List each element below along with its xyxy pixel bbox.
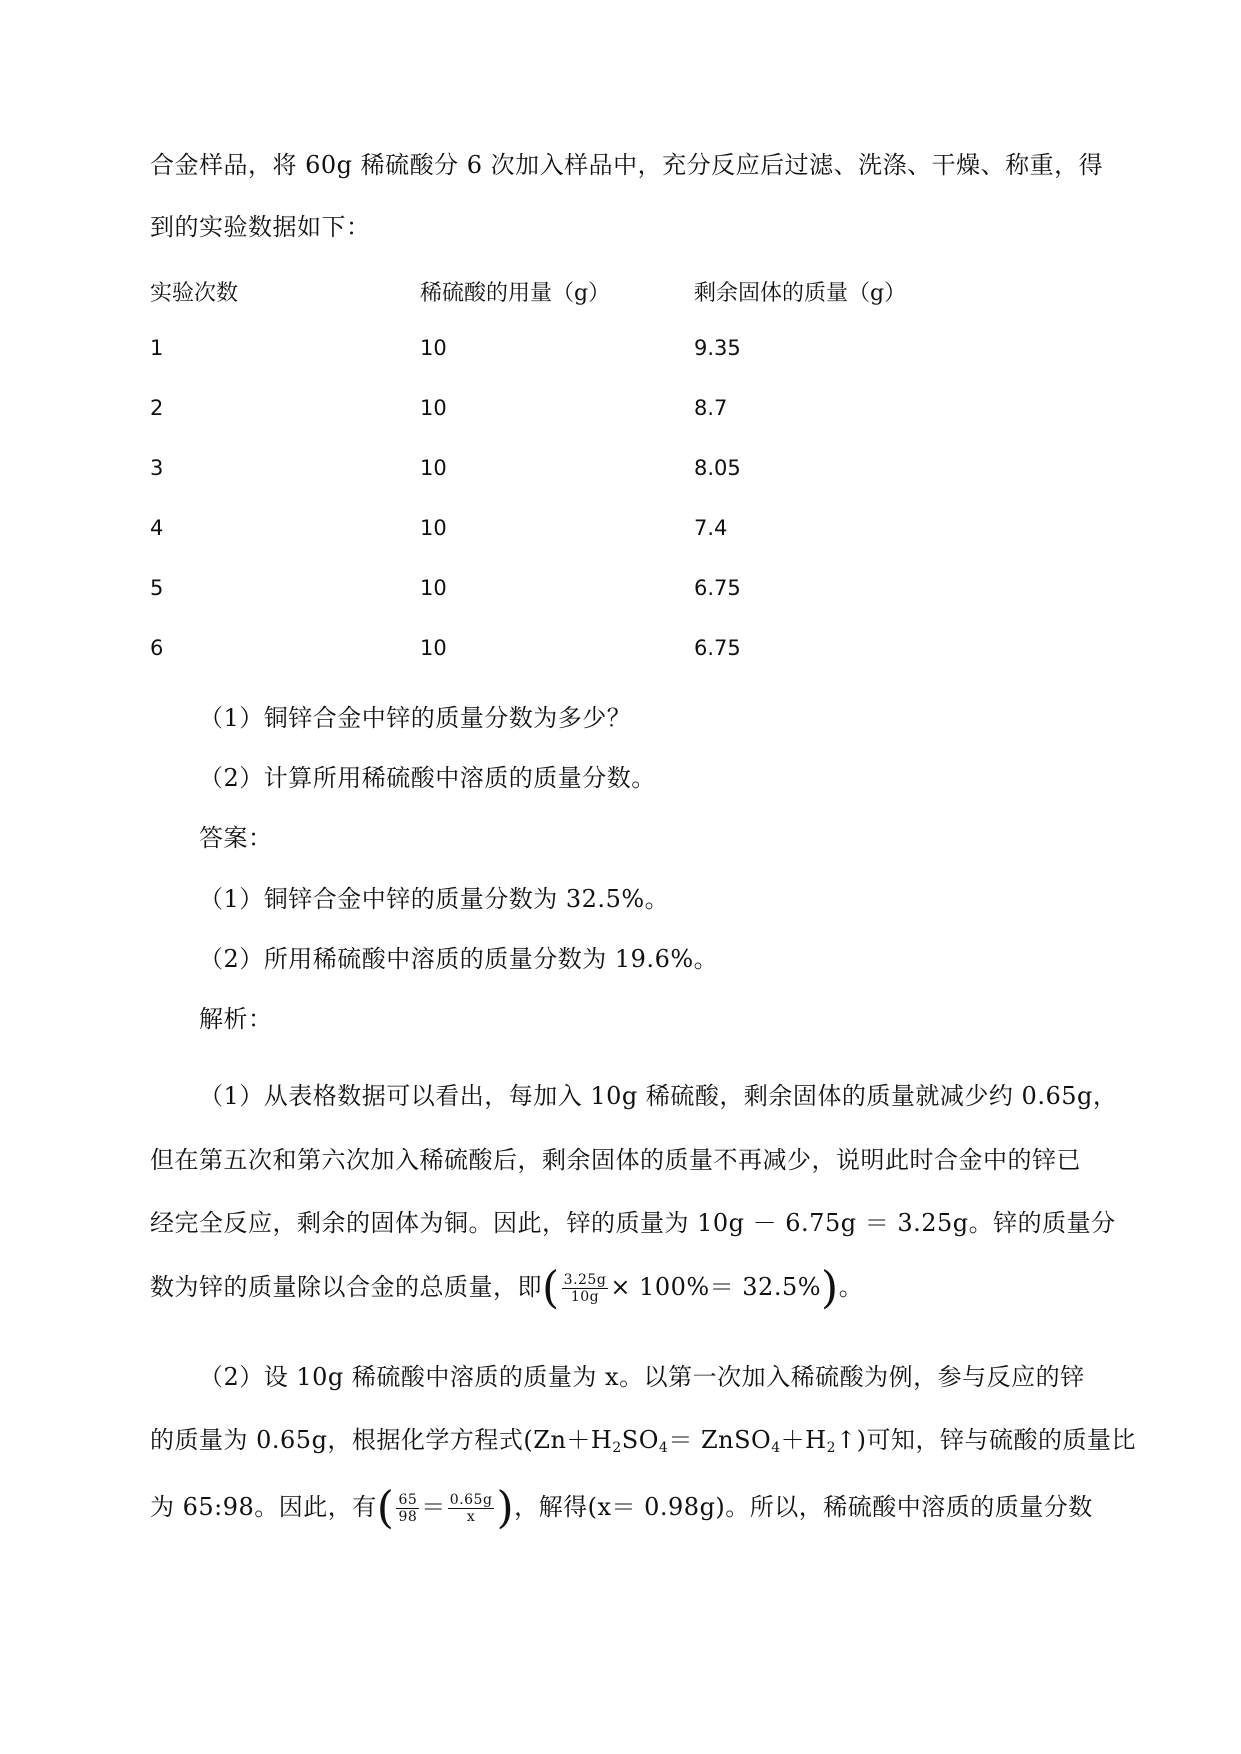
cell-mass: 9.35 <box>694 336 741 360</box>
table-header <box>150 276 970 306</box>
cell-mass: 8.05 <box>694 456 741 480</box>
intro-line-1: 合金样品，将 60g 稀硫酸分 6 次加入样品中，充分反应后过滤、洗涤、干燥、称重，得 <box>150 151 1104 179</box>
fraction-mass-ratio <box>396 1492 419 1525</box>
p2-mid1: SO <box>621 1426 659 1454</box>
subscript: 2 <box>826 1440 836 1456</box>
question-1: （1）铜锌合金中锌的质量分数为多少？ <box>199 704 632 732</box>
cell-trial: 6 <box>150 636 164 660</box>
p2-line3-post: ，解得(x＝ 0.98g)。所以，稀硫酸中溶质的质量分数 <box>514 1493 1093 1521</box>
right-paren: ) <box>821 1262 839 1314</box>
p2-mid3: ＋H <box>780 1426 827 1454</box>
analysis-p1-line4 <box>150 1262 864 1314</box>
fraction-denominator: 10g <box>570 1289 600 1305</box>
fraction-x-ratio <box>448 1492 495 1525</box>
intro-line-2: 到的实验数据如下： <box>150 213 371 241</box>
answer-label: 答案： <box>199 824 273 852</box>
table-row <box>150 636 970 666</box>
cell-trial: 3 <box>150 456 164 480</box>
answer-1: （1）铜锌合金中锌的质量分数为 32.5%。 <box>199 885 670 913</box>
cell-trial: 2 <box>150 396 164 420</box>
analysis-p2-line2 <box>150 1425 1136 1463</box>
p2-line3-pre: 为 65:98。因此，有 <box>150 1493 377 1521</box>
analysis-label: 解析： <box>199 1005 273 1033</box>
fraction-numerator: 3.25g <box>563 1272 607 1288</box>
cell-trial: 5 <box>150 576 164 600</box>
fraction-denominator: x <box>466 1509 476 1525</box>
p2-mid2: ＝ ZnSO <box>668 1426 772 1454</box>
p1-line4-pre: 数为锌的质量除以合金的总质量，即 <box>150 1273 542 1301</box>
cell-acid: 10 <box>420 336 447 360</box>
header-acid-amount: 稀硫酸的用量（g） <box>420 281 611 306</box>
p1-line4-post: × 100%＝ 32.5% <box>610 1273 822 1301</box>
cell-acid: 10 <box>420 456 447 480</box>
analysis-p2-line3 <box>150 1482 1093 1534</box>
table-row <box>150 336 970 366</box>
cell-acid: 10 <box>420 516 447 540</box>
header-trial: 实验次数 <box>150 281 239 306</box>
table-row <box>150 516 970 546</box>
question-2: （2）计算所用稀硫酸中溶质的质量分数。 <box>199 764 656 792</box>
subscript: 4 <box>658 1440 669 1456</box>
equals-sign: ＝ <box>421 1493 446 1521</box>
p2-line2-pre: 的质量为 0.65g，根据化学方程式(Zn＋H <box>150 1426 613 1454</box>
analysis-p1-line1: （1）从表格数据可以看出，每加入 10g 稀硫酸，剩余固体的质量就减少约 0.65g， <box>199 1082 1118 1110</box>
left-paren: ( <box>542 1262 560 1314</box>
left-paren: ( <box>376 1482 395 1534</box>
cell-mass: 6.75 <box>694 636 741 660</box>
subscript: 2 <box>612 1440 622 1456</box>
analysis-p1-line2: 但在第五次和第六次加入稀硫酸后，剩余固体的质量不再减少，说明此时合金中的锌已 <box>150 1146 1081 1174</box>
fraction-numerator: 65 <box>398 1492 418 1508</box>
table-row <box>150 456 970 486</box>
analysis-p2-line1: （2）设 10g 稀硫酸中溶质的质量为 x。以第一次加入稀硫酸为例，参与反应的锌 <box>199 1363 1085 1391</box>
header-remaining-mass: 剩余固体的质量（g） <box>694 281 907 306</box>
cell-trial: 1 <box>150 336 164 360</box>
subscript: 4 <box>771 1440 781 1456</box>
p1-line4-end: 。 <box>838 1273 864 1301</box>
table-row <box>150 396 970 426</box>
fraction-denominator: 98 <box>398 1509 418 1525</box>
analysis-p1-line3: 经完全反应，剩余的固体为铜。因此，锌的质量为 10g － 6.75g ＝ 3.25g。锌的质量分 <box>150 1209 1116 1237</box>
cell-acid: 10 <box>420 636 447 660</box>
right-paren: ) <box>496 1482 515 1534</box>
p2-line2-post: ↑)可知，锌与硫酸的质量比 <box>836 1426 1136 1454</box>
table-row <box>150 576 970 606</box>
cell-mass: 7.4 <box>694 516 728 540</box>
cell-trial: 4 <box>150 516 164 540</box>
cell-acid: 10 <box>420 576 447 600</box>
cell-acid: 10 <box>420 396 447 420</box>
fraction-zinc-ratio <box>562 1272 609 1305</box>
cell-mass: 8.7 <box>694 396 728 420</box>
cell-mass: 6.75 <box>694 576 741 600</box>
fraction-numerator: 0.65g <box>449 1492 493 1508</box>
answer-2: （2）所用稀硫酸中溶质的质量分数为 19.6%。 <box>199 945 719 973</box>
